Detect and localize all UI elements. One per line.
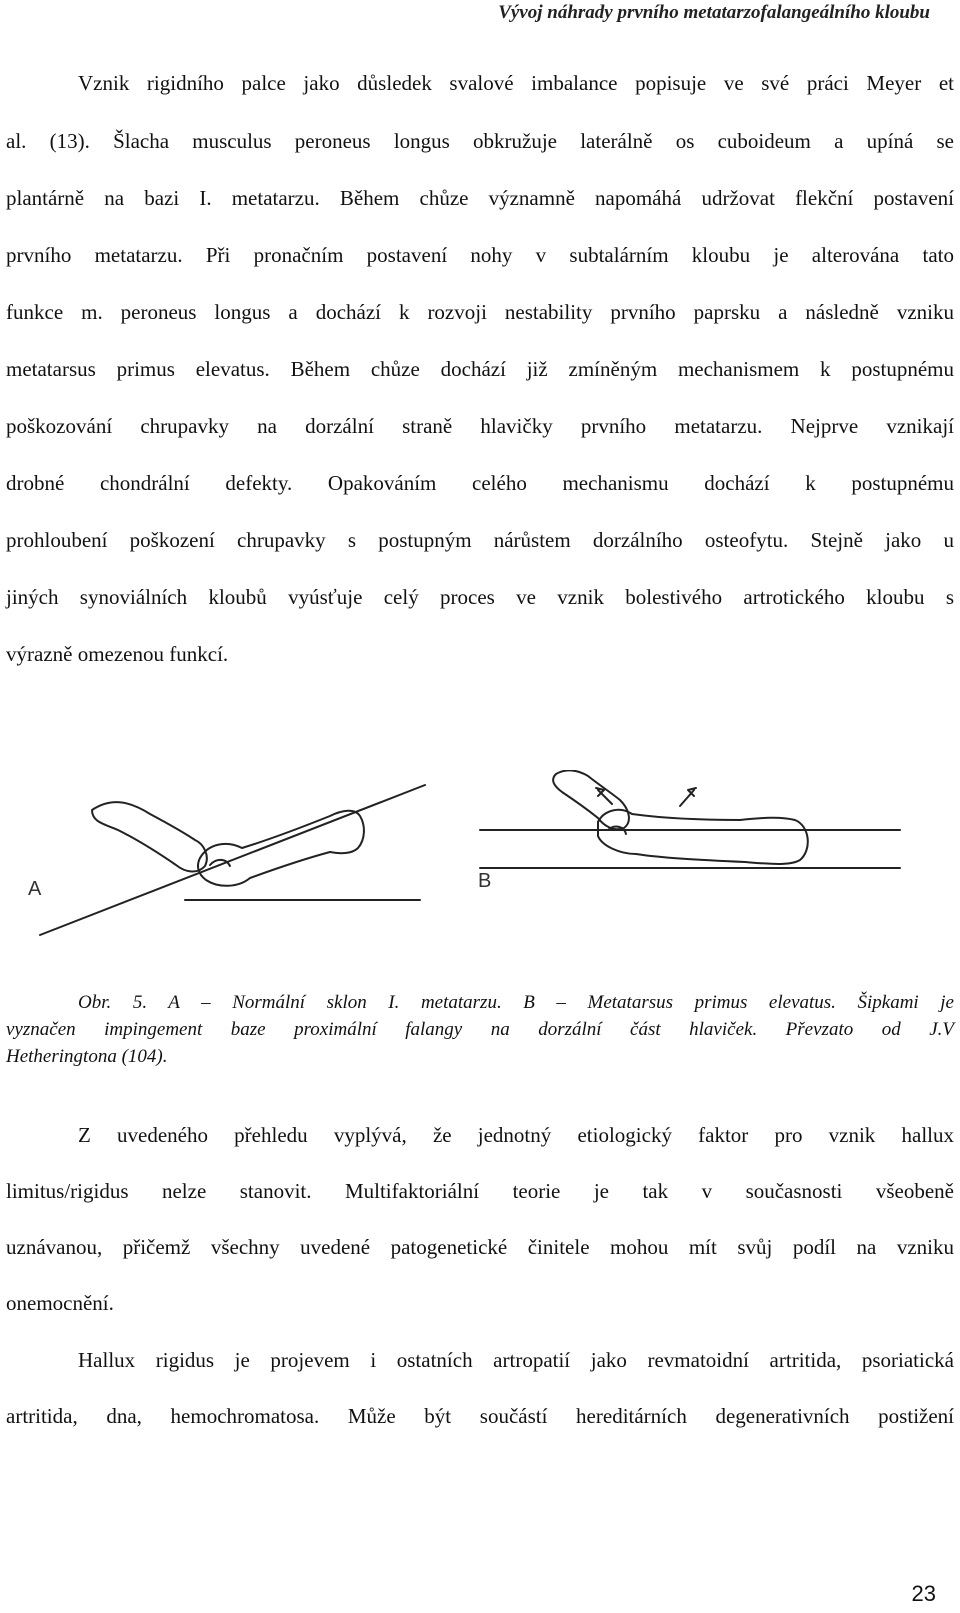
panel-a-drawing: [40, 785, 425, 935]
text-line: Z uvedeného přehledu vyplývá, že jednotný etiologický faktor pro vznik hallux: [78, 1123, 954, 1147]
paragraph-etiology: [6, 68, 954, 708]
text-line: al. (13). Šlacha musculus peroneus longus obkružuje laterálně os cuboideum a upíná se: [6, 129, 954, 153]
text-line: funkce m. peroneus longus a dochází k rozvoji nestability prvního paprsku a následně vzniku: [6, 300, 954, 324]
text-line: plantárně na bazi I. metatarzu. Během chůze významně napomáhá udržovat flekční postavení: [6, 186, 954, 210]
text-line: Vznik rigidního palce jako důsledek svalové imbalance popisuje ve své práci Meyer et: [78, 71, 954, 95]
text-line: onemocnění.: [6, 1291, 114, 1315]
figure-label-a: A: [28, 878, 42, 900]
arrow-shaft-2: [680, 790, 694, 806]
panel-b-drawing: [480, 770, 900, 868]
text-line: výrazně omezenou funkcí.: [6, 642, 229, 666]
page-number: 23: [911, 1581, 936, 1606]
text-line: prohloubení poškození chrupavky s postupným nárůstem dorzálního osteofytu. Stejně jako u: [6, 528, 954, 552]
paragraph-arthropathies: [6, 1345, 954, 1435]
text-line: artritida, dna, hemochromatosa. Může být součástí hereditárních degenerativních postižení: [6, 1404, 954, 1428]
text-line: jiných synoviálních kloubů vyúsťuje celý proces ve vznik bolestivého artrotického kloubu s: [6, 585, 954, 609]
text-line: metatarsus primus elevatus. Během chůze dochází již zmíněným mechanismem k postupnému: [6, 357, 954, 381]
phalanx-b: [553, 770, 629, 829]
figure-metatarsal-illustration: [0, 770, 960, 970]
caption-line: vyznačen impingement baze proximální falangy na dorzální část hlaviček. Převzato od J.V: [6, 1019, 954, 1040]
text-line: uznávanou, přičemž všechny uvedené patogenetické činitele mohou mít svůj podíl na vzniku: [6, 1235, 954, 1259]
text-line: drobné chondrální defekty. Opakováním celého mechanismu dochází k postupnému: [6, 471, 954, 495]
figure-drawing: [0, 770, 960, 970]
figure-caption: [6, 990, 954, 1080]
text-line: limitus/rigidus nelze stanovit. Multifaktoriální teorie je tak v současnosti všeobeně: [6, 1179, 954, 1203]
text-line: prvního metatarzu. Při pronačním postavení nohy v subtalárním kloubu je alterována tato: [6, 243, 954, 267]
running-header: Vývoj náhrady prvního metatarzofalangeálního kloubu: [498, 2, 930, 23]
caption-line: Obr. 5. A – Normální sklon I. metatarzu. B – Metatarsus primus elevatus. Šipkami je: [78, 992, 954, 1013]
figure-label-b: B: [478, 870, 492, 892]
metatarsal-a: [198, 811, 364, 886]
caption-line: Hetheringtona (104).: [6, 1046, 168, 1067]
phalanx-a: [92, 802, 207, 871]
text-line: poškozování chrupavky na dorzální straně hlavičky prvního metatarzu. Nejprve vznikají: [6, 414, 954, 438]
paragraph-multifactorial: [6, 1120, 954, 1320]
text-line: Hallux rigidus je projevem i ostatních artropatií jako revmatoidní artritida, psoriatická: [78, 1348, 954, 1372]
